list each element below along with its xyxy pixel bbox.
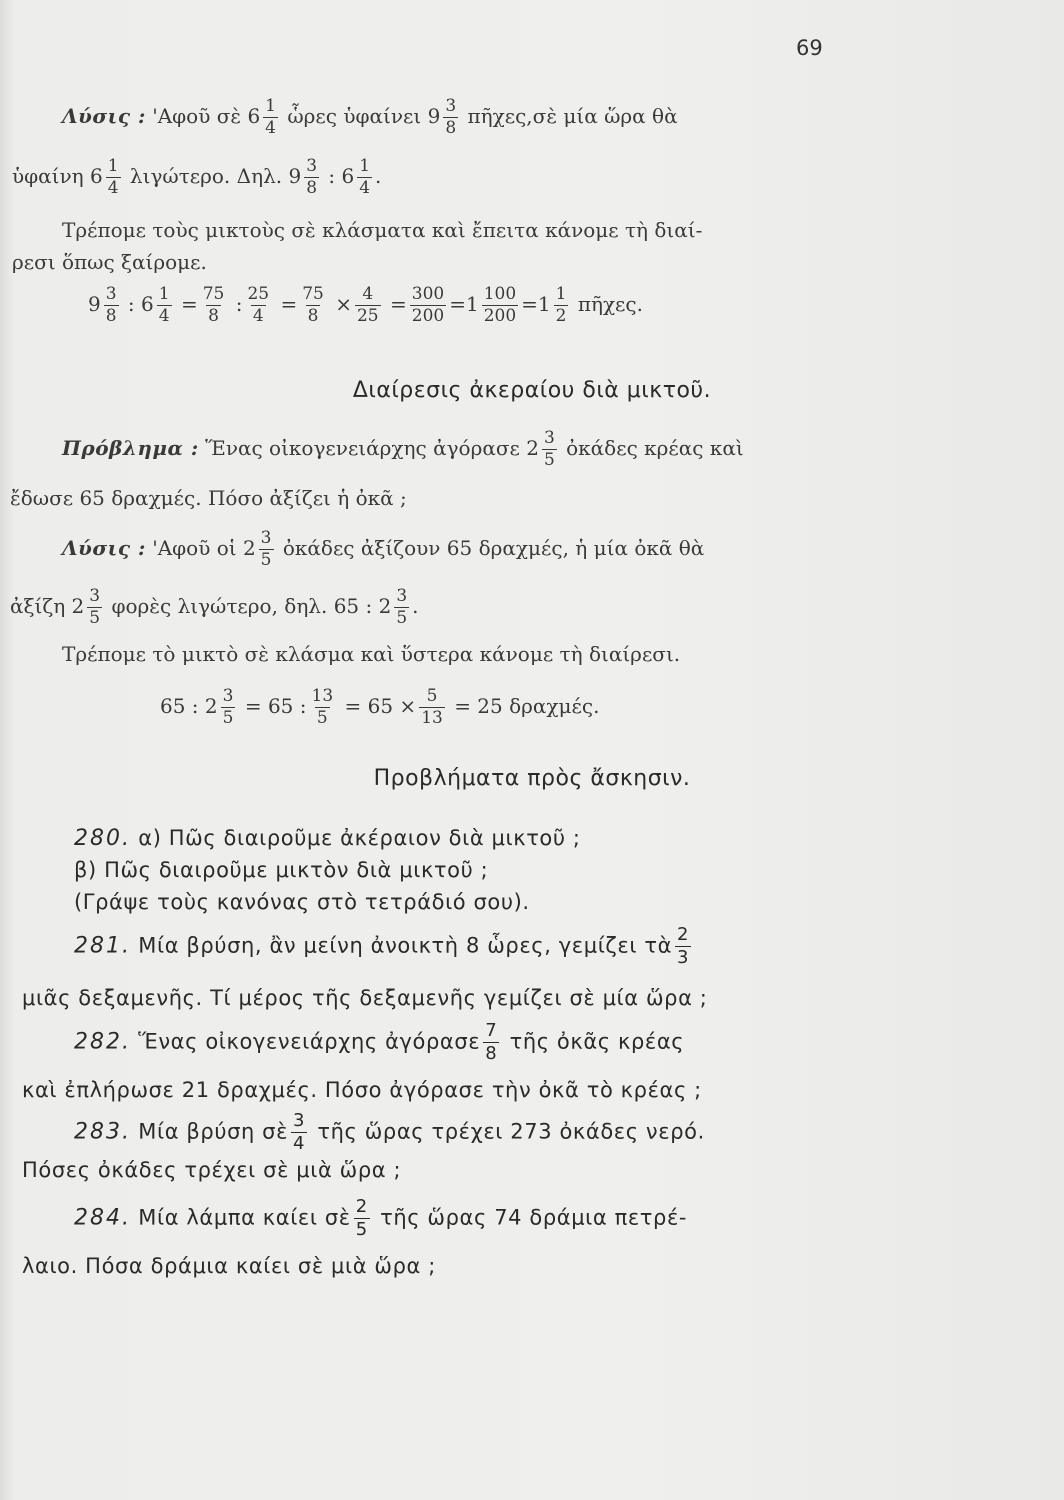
solution2-line1: Λύσις : 'Αφοῦ οἱ 2 $\frac{3}{5}$ ὀκάδες ἀξίζουν 65 δραχμές, ἡ μία ὀκᾶ θὰ <box>62 528 705 570</box>
solution1-line2: ὑφαίνη 6 $\frac{1}{4}$ λιγώτερο. Δηλ. 9 $\frac{3}{8}$ : 6 $\frac{1}{4}$ . <box>12 156 382 198</box>
exercise-number: 280. <box>74 826 131 851</box>
solution1-line1: Λύσις : 'Αφοῦ σὲ 6 $\frac{1}{4}$ ὧρες ὑφαίνει 9 $\frac{3}{8}$ πῆχες,σὲ μία ὥρα θὰ <box>62 96 678 138</box>
problem-line2: ἔδωσε 65 δραχμές. Πόσο ἀξίζει ἡ ὀκᾶ ; <box>10 486 407 510</box>
fraction: $\frac{3}{5}$ <box>89 586 101 628</box>
fraction: $\frac{100}{200}$ <box>483 284 517 326</box>
exercise-number: 283. <box>74 1119 131 1145</box>
fraction: $\frac{4}{25}$ <box>356 284 379 326</box>
exercise-283-line1: 283. Μία βρύση σὲ $\frac{3}{4}$ τῆς ὥρας τρέχει 273 ὀκάδες νερό. <box>74 1110 705 1154</box>
fraction: $\frac{7}{8}$ <box>485 1020 498 1064</box>
fraction: $\frac{2}{5}$ <box>355 1196 368 1240</box>
exercise-284-line2: λαιο. Πόσα δράμια καίει σὲ μιὰ ὥρα ; <box>22 1254 436 1278</box>
fraction: $\frac{3}{5}$ <box>260 528 272 570</box>
fraction: $\frac{3}{8}$ <box>445 96 457 138</box>
solution2-equation: 65 : 2 $\frac{3}{5}$ = 65 : $\frac{13}{5}$ = 65 × $\frac{5}{13}$ = 25 δραχμές. <box>160 686 600 728</box>
solution1-line3: Τρέπομε τοὺς μικτοὺς σὲ κλάσματα καὶ ἔπειτα κάνομε τὴ διαί- <box>62 218 703 242</box>
fraction: $\frac{3}{5}$ <box>543 428 555 470</box>
fraction: $\frac{75}{8}$ <box>202 284 225 326</box>
solution1-equation: 9 $\frac{3}{8}$ : 6 $\frac{1}{4}$ = $\frac{75}{8}$ : $\frac{25}{4}$ = $\frac{75}{8}$ × $\frac{4}{25}$ = $\frac{300}{200}$ =1 $\frac{100}{200}$ =1 $\frac{1}{2}$ πῆχες. <box>88 284 643 326</box>
fraction: $\frac{5}{13}$ <box>421 686 443 728</box>
fraction: $\frac{75}{8}$ <box>302 284 324 326</box>
solution1-line4: ρεσι ὅπως ξαίρομε. <box>12 250 207 274</box>
fraction: $\frac{300}{200}$ <box>411 284 445 326</box>
problem-line1: Πρόβλημα : Ἕνας οἰκογενειάρχης ἀγόρασε 2 $\frac{3}{5}$ ὀκάδες κρέας καὶ <box>62 428 744 470</box>
exercise-281-line1: 281. Μία βρύση, ἂν μείνη ἀνοικτὴ 8 ὧρες, γεμίζει τὰ $\frac{2}{3}$ <box>74 924 690 968</box>
fraction: $\frac{3}{5}$ <box>222 686 234 728</box>
exercise-number: 282. <box>74 1029 131 1055</box>
exercise-280-line3: (Γράψε τοὺς κανόνας στὸ τετράδιό σου). <box>74 890 530 914</box>
fraction: $\frac{3}{4}$ <box>293 1110 306 1154</box>
exercise-282-line2: καὶ ἐπλήρωσε 21 δραχμές. Πόσο ἀγόρασε τὴν ὀκᾶ τὸ κρέας ; <box>22 1078 702 1102</box>
page-number: 69 <box>796 36 823 60</box>
solution2-line2: ἀξίζη 2 $\frac{3}{5}$ φορὲς λιγώτερο, δηλ. 65 : 2 $\frac{3}{5}$ . <box>10 586 419 628</box>
fraction: $\frac{25}{4}$ <box>247 284 270 326</box>
exercise-282-line1: 282. Ἕνας οἰκογενειάρχης ἀγόρασε $\frac{7}{8}$ τῆς ὀκᾶς κρέας <box>74 1020 685 1064</box>
problem-label: Πρόβλημα : <box>62 436 199 460</box>
section-heading-integer-by-mixed: Διαίρεσις ἀκεραίου διὰ μικτοῦ. <box>352 378 712 403</box>
fraction: $\frac{1}{4}$ <box>265 96 276 138</box>
fraction: $\frac{3}{5}$ <box>396 586 408 628</box>
section-heading-exercises: Προβλήματα πρὸς ἄσκησιν. <box>373 766 691 791</box>
fraction: $\frac{2}{3}$ <box>677 924 690 968</box>
fraction: $\frac{1}{2}$ <box>555 284 567 326</box>
fraction: $\frac{3}{8}$ <box>306 156 318 198</box>
fraction: $\frac{3}{8}$ <box>105 284 117 326</box>
solution-label: Λύσις : <box>62 536 146 560</box>
exercise-284-line1: 284. Μία λάμπα καίει σὲ $\frac{2}{5}$ τῆς ὥρας 74 δράμια πετρέ- <box>74 1196 688 1240</box>
exercise-280-line2: β) Πῶς διαιροῦμε μικτὸν διὰ μικτοῦ ; <box>74 858 489 882</box>
exercise-281-line2: μιᾶς δεξαμενῆς. Τί μέρος τῆς δεξαμενῆς γεμίζει σὲ μία ὥρα ; <box>22 986 708 1010</box>
fraction: $\frac{1}{4}$ <box>107 156 119 198</box>
exercise-280-line1: 280. α) Πῶς διαιροῦμε ἀκέραιον διὰ μικτοῦ ; <box>74 826 581 851</box>
exercise-number: 284. <box>74 1205 131 1231</box>
solution2-line3: Τρέπομε τὸ μικτὸ σὲ κλάσμα καὶ ὕστερα κάνομε τὴ διαίρεσι. <box>62 642 681 666</box>
solution-label: Λύσις : <box>62 104 146 128</box>
exercise-283-line2: Πόσες ὀκάδες τρέχει σὲ μιὰ ὥρα ; <box>22 1158 402 1182</box>
fraction: $\frac{1}{4}$ <box>158 284 170 326</box>
fraction: $\frac{1}{4}$ <box>359 156 371 198</box>
exercise-number: 281. <box>74 933 131 959</box>
fraction: $\frac{13}{5}$ <box>311 686 334 728</box>
